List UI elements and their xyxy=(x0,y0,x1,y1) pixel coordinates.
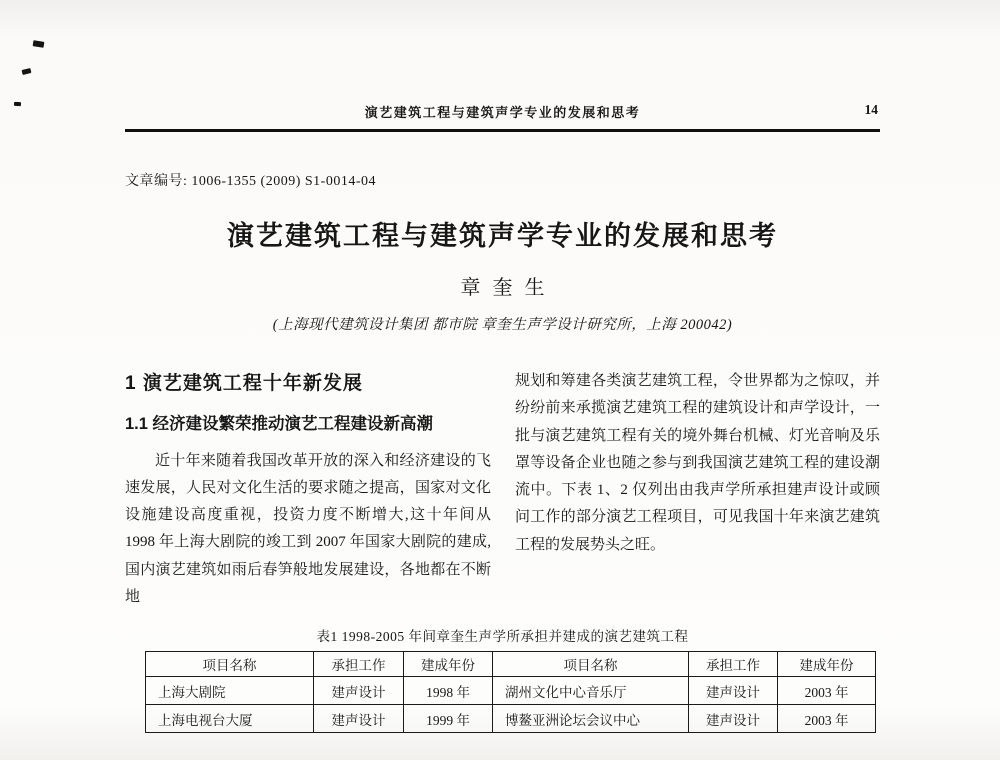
table-caption: 表1 1998-2005 年间章奎生声学所承担并建成的演艺建筑工程 xyxy=(316,629,689,645)
table-header-cell: 项目名称 xyxy=(493,652,689,677)
table-cell: 建声设计 xyxy=(314,677,404,705)
article-number: 文章编号: 1006-1355 (2009) S1-0014-04 xyxy=(125,174,376,189)
table-header-cell: 承担工作 xyxy=(689,652,778,677)
table-cell: 2003 年 xyxy=(778,677,876,705)
table-row xyxy=(146,705,876,733)
table-row xyxy=(146,677,876,705)
table-cell: 上海大剧院 xyxy=(146,677,314,705)
paper-title: 演艺建筑工程与建筑声学专业的发展和思考 xyxy=(227,221,778,251)
author-affiliation: (上海现代建筑设计集团 都市院 章奎生声学设计研究所，上海 200042) xyxy=(272,317,733,333)
body-paragraph-left: 近十年来随着我国改革开放的深入和经济建设的飞速发展，人民对文化生活的要求随之提高，国家对文化设施建设高度重视，投资力度不断增大,这十年间从 1998 年上海大剧院的竣工到 2007 年国家大剧院的建成,国内演艺建筑如雨后春笋般地发展建设，各地都在不断地 xyxy=(125,452,491,606)
table-header-cell: 建成年份 xyxy=(778,652,876,677)
table-cell: 建声设计 xyxy=(314,705,404,733)
header-rule xyxy=(125,129,880,132)
table-cell: 博鳌亚洲论坛会议中心 xyxy=(493,705,689,733)
table-cell: 湖州文化中心音乐厅 xyxy=(493,677,689,705)
table-cell: 1998 年 xyxy=(404,677,493,705)
scan-artifact xyxy=(14,102,21,106)
table-cell: 2003 年 xyxy=(778,705,876,733)
table-cell: 1999 年 xyxy=(404,705,493,733)
table-cell: 上海电视台大厦 xyxy=(146,705,314,733)
subsection-heading: 1.1 经济建设繁荣推动演艺工程建设新高潮 xyxy=(125,415,434,433)
body-paragraph-right: 规划和筹建各类演艺建筑工程，令世界都为之惊叹，并纷纷前来承揽演艺建筑工程的建筑设计和声学设计，一批与演艺建筑工程有关的境外舞台机械、灯光音响及乐罩等设备企业也随之参与到我国演艺建筑工程的建设潮流中。下表 1、2 仅列出由我声学所承担建声设计或顾问工作的部分演艺工程项目，可见我国十年来演艺建筑工程的发展势头之旺。 xyxy=(515,373,880,553)
projects-table xyxy=(145,651,876,733)
left-column xyxy=(125,368,491,611)
section-heading: 1 演艺建筑工程十年新发展 xyxy=(125,373,363,394)
author-name: 章奎生 xyxy=(460,277,557,299)
table-header-cell: 承担工作 xyxy=(314,652,404,677)
running-header xyxy=(125,102,880,122)
right-column xyxy=(515,368,880,559)
table-header-cell: 建成年份 xyxy=(404,652,493,677)
running-title: 演艺建筑工程与建筑声学专业的发展和思考 xyxy=(364,105,641,120)
table-cell: 建声设计 xyxy=(689,705,778,733)
table-header-row xyxy=(146,652,876,677)
scan-artifact xyxy=(22,68,32,75)
two-column-body xyxy=(125,368,880,611)
scan-artifact xyxy=(33,40,45,48)
table-cell: 建声设计 xyxy=(689,677,778,705)
table-header-cell: 项目名称 xyxy=(146,652,314,677)
page-number: 14 xyxy=(864,102,878,117)
